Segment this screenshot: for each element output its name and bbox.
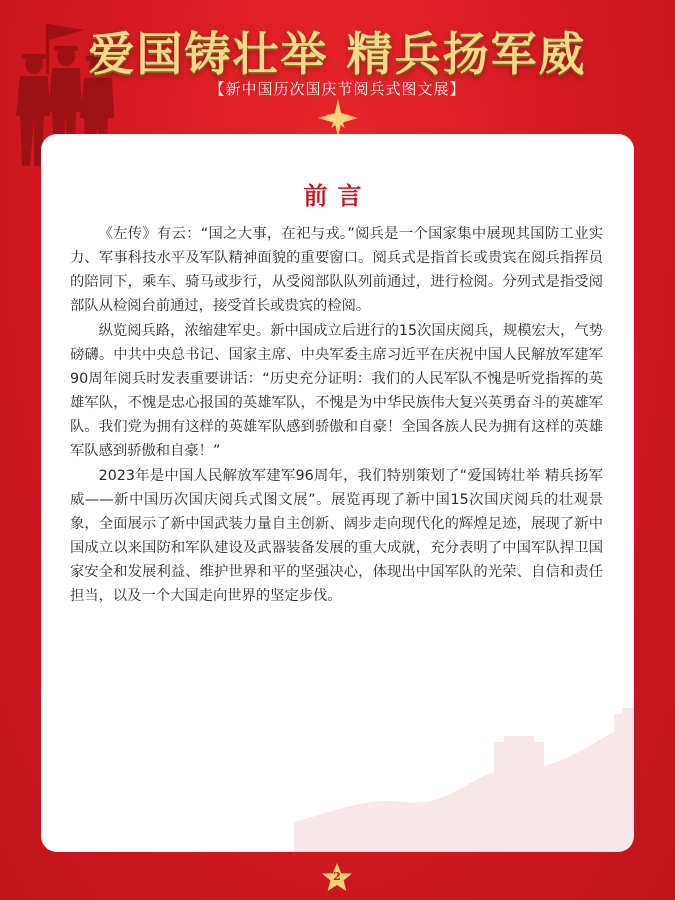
preface-body <box>70 222 603 609</box>
preface-paragraph-1: 《左传》有云：“国之大事，在祀与戎。”阅兵是一个国家集中展现其国防工业实力、军事科技水平及军队精神面貌的重要窗口。阅兵式是指首长或贵宾在阅兵指挥员的陪同下，乘车、骑马或步行，从受阅部队队列前通过，进行检阅。分列式是指受阅部队从检阅台前通过，接受首长或贵宾的检阅。 <box>70 226 603 314</box>
exhibition-subtitle: 【新中国历次国庆节阅兵式图文展】 <box>209 80 466 98</box>
preface-heading: 前言 <box>303 182 372 210</box>
great-wall-watermark <box>294 702 634 852</box>
preface-card <box>41 134 634 852</box>
preface-paragraph-3: 2023年是中国人民解放军建军96周年，我们特别策划了“爱国铸壮举 精兵扬军威——新中国历次国庆阅兵式图文展”。展览再现了新中国15次国庆阅兵的壮观景象，全面展示了新中国武装力量自主创新、阔步走向现代化的辉煌足迹，展现了新中国成立以来国防和军队建设及武器装备发展的重大成就，充分表明了中国军队捍卫国家安全和发展利益、维护世界和平的坚强决心，体现出中国军队的光荣、自信和责任担当，以及一个大国走向世界的坚定步伐。 <box>70 468 603 604</box>
gold-star-icon <box>318 98 358 138</box>
preface-paragraph-2: 纵览阅兵路，浓缩建军史。新中国成立后进行的15次国庆阅兵，规模宏大，气势磅礴。中共中央总书记、国家主席、中央军委主席习近平在庆祝中国人民解放军建军90周年阅兵时发表重要讲话：“历史充分证明：我们的人民军队不愧是听党指挥的英雄军队，不愧是忠心报国的英雄军队，不愧是为中华民族伟大复兴英勇奋斗的英雄军队。我们党为拥有这样的英雄军队感到骄傲和自豪！全国各族人民为拥有这样的英雄军队感到骄傲和自豪！” <box>70 323 603 459</box>
main-title: 爱国铸壮举 精兵扬军威 <box>88 27 587 81</box>
page-number: 2 <box>333 870 341 883</box>
